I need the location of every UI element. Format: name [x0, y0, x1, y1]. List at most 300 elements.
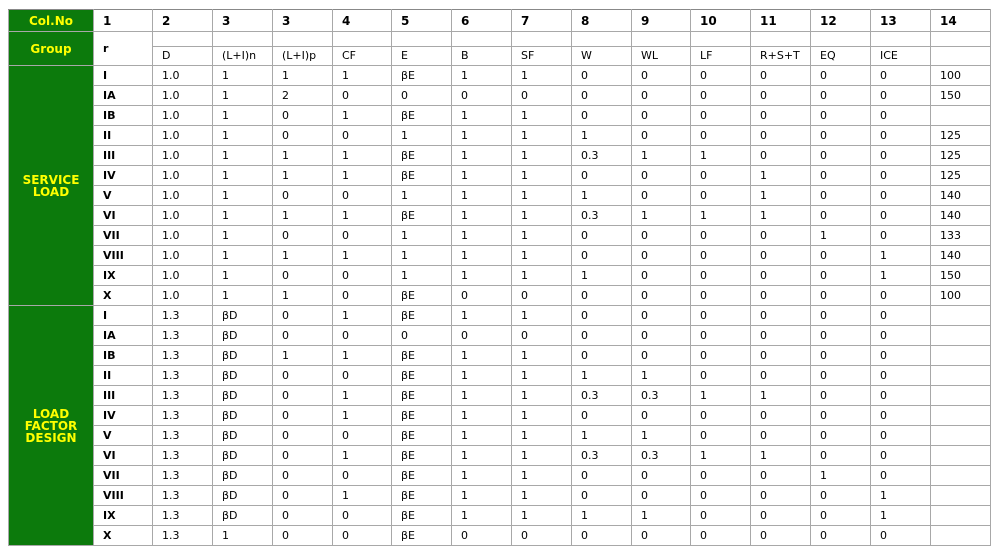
- coefficient-cell: 1.0: [153, 66, 213, 86]
- coefficient-cell: 0: [632, 126, 691, 146]
- coefficient-cell: 1: [512, 426, 572, 446]
- coefficient-cell: 0: [751, 346, 811, 366]
- col-number: 11: [751, 10, 811, 32]
- coefficient-cell: 0: [273, 406, 333, 426]
- coefficient-cell: 0: [632, 186, 691, 206]
- coefficient-cell: 0: [333, 466, 392, 486]
- header-spacer: [691, 32, 751, 47]
- group-label-line: LOAD: [32, 406, 70, 421]
- service-load-group-label: [9, 66, 94, 306]
- group-case-cell: VI: [94, 206, 153, 226]
- coefficient-cell: 0: [751, 366, 811, 386]
- coefficient-cell: 0: [632, 486, 691, 506]
- coefficient-cell: 1: [512, 366, 572, 386]
- table-row: [9, 406, 991, 426]
- coefficient-cell: 1.0: [153, 186, 213, 206]
- coefficient-cell: 1: [572, 426, 632, 446]
- coefficient-cell: 0: [871, 226, 931, 246]
- coefficient-cell: 125: [931, 146, 991, 166]
- coefficient-cell: 0: [512, 526, 572, 546]
- group-case-cell: VI: [94, 446, 153, 466]
- coefficient-cell: 0: [632, 86, 691, 106]
- coefficient-cell: βD: [213, 366, 273, 386]
- coefficient-cell: 0: [691, 226, 751, 246]
- header-spacer: [871, 32, 931, 47]
- coefficient-cell: 0: [811, 386, 871, 406]
- load-type-header: (L+I)n: [213, 47, 273, 66]
- group-case-cell: X: [94, 526, 153, 546]
- coefficient-cell: 140: [931, 246, 991, 266]
- coefficient-cell: 0: [871, 466, 931, 486]
- group-case-cell: IB: [94, 106, 153, 126]
- coefficient-cell: 1: [213, 166, 273, 186]
- group-case-cell: II: [94, 366, 153, 386]
- coefficient-cell: 0: [572, 226, 632, 246]
- colno-header: Col.No: [9, 10, 94, 32]
- coefficient-cell: 0: [691, 486, 751, 506]
- coefficient-cell: 1: [691, 146, 751, 166]
- coefficient-cell: 1: [452, 186, 512, 206]
- coefficient-cell: 0: [811, 306, 871, 326]
- coefficient-cell: 1.3: [153, 526, 213, 546]
- coefficient-cell: 1: [512, 446, 572, 466]
- coefficient-cell: βE: [392, 466, 452, 486]
- coefficient-cell: 0: [691, 126, 751, 146]
- coefficient-cell: 0: [751, 286, 811, 306]
- coefficient-cell: 1: [273, 286, 333, 306]
- table-row: [9, 326, 991, 346]
- group-header-row: [9, 32, 991, 47]
- load-type-header: (L+I)p: [273, 47, 333, 66]
- coefficient-cell: 0.3: [572, 206, 632, 226]
- coefficient-cell: 1: [512, 246, 572, 266]
- coefficient-cell: 1: [452, 306, 512, 326]
- coefficient-cell: 1: [452, 146, 512, 166]
- coefficient-cell: 0: [572, 486, 632, 506]
- coefficient-cell: 0: [811, 266, 871, 286]
- coefficient-cell: 1: [512, 386, 572, 406]
- coefficient-cell: 0: [811, 146, 871, 166]
- coefficient-cell: 1: [392, 126, 452, 146]
- load-factor-design-group-label: [9, 306, 94, 546]
- coefficient-cell: 1: [572, 126, 632, 146]
- col-number: 7: [512, 10, 572, 32]
- coefficient-cell: 0: [632, 66, 691, 86]
- coefficient-cell: 1: [512, 266, 572, 286]
- coefficient-cell: 0: [452, 326, 512, 346]
- coefficient-cell: 0.3: [572, 446, 632, 466]
- coefficient-cell: [931, 366, 991, 386]
- coefficient-cell: 0: [333, 526, 392, 546]
- coefficient-cell: 0: [572, 106, 632, 126]
- coefficient-cell: 1: [691, 446, 751, 466]
- coefficient-cell: 1: [691, 386, 751, 406]
- coefficient-cell: 0: [811, 126, 871, 146]
- col-number: 3: [213, 10, 273, 32]
- group-case-cell: X: [94, 286, 153, 306]
- coefficient-cell: βD: [213, 326, 273, 346]
- coefficient-cell: 1.0: [153, 166, 213, 186]
- coefficient-cell: 140: [931, 206, 991, 226]
- coefficient-cell: 0: [871, 346, 931, 366]
- group-case-cell: II: [94, 126, 153, 146]
- coefficient-cell: 140: [931, 186, 991, 206]
- coefficient-cell: 1: [691, 206, 751, 226]
- col-number: 14: [931, 10, 991, 32]
- coefficient-cell: 1.0: [153, 266, 213, 286]
- coefficient-cell: 1.0: [153, 206, 213, 226]
- coefficient-cell: βE: [392, 406, 452, 426]
- coefficient-cell: 0: [691, 266, 751, 286]
- coefficient-cell: [931, 426, 991, 446]
- coefficient-cell: 0: [632, 106, 691, 126]
- coefficient-cell: 1: [333, 486, 392, 506]
- coefficient-cell: 0: [691, 346, 751, 366]
- coefficient-cell: 0: [751, 106, 811, 126]
- coefficient-cell: 0: [871, 126, 931, 146]
- coefficient-cell: 1: [213, 106, 273, 126]
- coefficient-cell: 1: [751, 166, 811, 186]
- coefficient-cell: 1: [333, 246, 392, 266]
- group-case-cell: VIII: [94, 486, 153, 506]
- coefficient-cell: 1: [512, 506, 572, 526]
- coefficient-cell: 0: [691, 306, 751, 326]
- coefficient-cell: 0: [871, 166, 931, 186]
- group-case-cell: VIII: [94, 246, 153, 266]
- coefficient-cell: 0: [452, 526, 512, 546]
- coefficient-cell: 0.3: [632, 386, 691, 406]
- coefficient-cell: 0: [811, 86, 871, 106]
- coefficient-cell: 1: [213, 266, 273, 286]
- table-row: [9, 306, 991, 326]
- coefficient-cell: 1: [273, 206, 333, 226]
- coefficient-cell: [931, 306, 991, 326]
- load-type-header: D: [153, 47, 213, 66]
- r-header: r: [94, 32, 153, 66]
- header-spacer: [273, 32, 333, 47]
- coefficient-cell: 0: [273, 446, 333, 466]
- coefficient-cell: 0: [273, 506, 333, 526]
- coefficient-cell: 1: [512, 206, 572, 226]
- coefficient-cell: βE: [392, 366, 452, 386]
- table-row: [9, 386, 991, 406]
- coefficient-cell: 0: [333, 86, 392, 106]
- coefficient-cell: 0: [751, 426, 811, 446]
- coefficient-cell: [931, 346, 991, 366]
- header-spacer: [632, 32, 691, 47]
- group-case-cell: IA: [94, 326, 153, 346]
- coefficient-cell: βE: [392, 66, 452, 86]
- table-row: [9, 66, 991, 86]
- coefficient-cell: 1: [333, 406, 392, 426]
- coefficient-cell: 0: [572, 246, 632, 266]
- coefficient-cell: 0: [273, 306, 333, 326]
- coefficient-cell: 0: [632, 466, 691, 486]
- coefficient-cell: 0: [811, 326, 871, 346]
- load-combination-table: [8, 9, 991, 546]
- coefficient-cell: 0: [811, 366, 871, 386]
- coefficient-cell: 150: [931, 266, 991, 286]
- coefficient-cell: 1.3: [153, 386, 213, 406]
- group-case-cell: III: [94, 386, 153, 406]
- coefficient-cell: 1: [871, 246, 931, 266]
- coefficient-cell: 0: [811, 506, 871, 526]
- group-label-line: FACTOR: [24, 418, 78, 433]
- coefficient-cell: 0: [691, 506, 751, 526]
- coefficient-cell: 1: [452, 426, 512, 446]
- coefficient-cell: 0: [811, 486, 871, 506]
- coefficient-cell: βE: [392, 146, 452, 166]
- coefficient-cell: 1: [572, 186, 632, 206]
- coefficient-cell: 1: [871, 506, 931, 526]
- coefficient-cell: 0: [572, 66, 632, 86]
- coefficient-cell: 1: [632, 146, 691, 166]
- coefficient-cell: 0: [751, 126, 811, 146]
- coefficient-cell: 1: [751, 446, 811, 466]
- coefficient-cell: 125: [931, 166, 991, 186]
- table-container: [8, 9, 991, 546]
- coefficient-cell: 1: [273, 166, 333, 186]
- coefficient-cell: βE: [392, 106, 452, 126]
- coefficient-cell: 0: [333, 366, 392, 386]
- coefficient-cell: 1.0: [153, 146, 213, 166]
- load-type-header: EQ: [811, 47, 871, 66]
- coefficient-cell: 0: [691, 166, 751, 186]
- coefficient-cell: 1: [512, 346, 572, 366]
- coefficient-cell: 0: [273, 106, 333, 126]
- coefficient-cell: 1.3: [153, 466, 213, 486]
- coefficient-cell: 100: [931, 66, 991, 86]
- coefficient-cell: 0: [333, 286, 392, 306]
- table-row: [9, 86, 991, 106]
- coefficient-cell: 1: [333, 66, 392, 86]
- coefficient-cell: 0: [333, 226, 392, 246]
- coefficient-cell: 0: [632, 286, 691, 306]
- coefficient-cell: 1: [213, 526, 273, 546]
- coefficient-cell: 1: [213, 206, 273, 226]
- col-number: 3: [273, 10, 333, 32]
- coefficient-cell: 1: [452, 446, 512, 466]
- coefficient-cell: 1: [512, 226, 572, 246]
- coefficient-cell: 1: [213, 146, 273, 166]
- col-number: 5: [392, 10, 452, 32]
- coefficient-cell: 1: [452, 66, 512, 86]
- coefficient-cell: 1: [333, 306, 392, 326]
- table-row: [9, 486, 991, 506]
- coefficient-cell: 0: [333, 506, 392, 526]
- coefficient-cell: 0: [691, 246, 751, 266]
- coefficient-cell: 0: [691, 86, 751, 106]
- coefficient-cell: 0: [871, 406, 931, 426]
- coefficient-cell: 1.0: [153, 126, 213, 146]
- load-type-header-row: [9, 47, 991, 66]
- coefficient-cell: 1: [632, 366, 691, 386]
- coefficient-cell: 1.0: [153, 106, 213, 126]
- coefficient-cell: [931, 506, 991, 526]
- group-case-cell: VII: [94, 466, 153, 486]
- group-case-cell: IX: [94, 266, 153, 286]
- coefficient-cell: 1.0: [153, 86, 213, 106]
- coefficient-cell: βE: [392, 206, 452, 226]
- coefficient-cell: 0: [871, 446, 931, 466]
- coefficient-cell: 0: [572, 286, 632, 306]
- coefficient-cell: 1: [452, 166, 512, 186]
- coefficient-cell: 0: [751, 506, 811, 526]
- table-row: [9, 186, 991, 206]
- coefficient-cell: 0: [572, 526, 632, 546]
- coefficient-cell: 0: [273, 226, 333, 246]
- coefficient-cell: 1: [333, 446, 392, 466]
- header-spacer: [213, 32, 273, 47]
- coefficient-cell: 0: [572, 86, 632, 106]
- coefficient-cell: 0: [691, 426, 751, 446]
- group-case-cell: VII: [94, 226, 153, 246]
- coefficient-cell: 1: [333, 346, 392, 366]
- coefficient-cell: 1: [452, 506, 512, 526]
- coefficient-cell: 1.3: [153, 446, 213, 466]
- coefficient-cell: βD: [213, 506, 273, 526]
- table-row: [9, 506, 991, 526]
- group-case-cell: IV: [94, 406, 153, 426]
- header-spacer: [512, 32, 572, 47]
- coefficient-cell: 1: [213, 86, 273, 106]
- group-case-cell: V: [94, 426, 153, 446]
- coefficient-cell: 0: [811, 526, 871, 546]
- coefficient-cell: 0: [512, 286, 572, 306]
- coefficient-cell: 1: [512, 66, 572, 86]
- coefficient-cell: 1: [333, 206, 392, 226]
- coefficient-cell: 0: [751, 66, 811, 86]
- coefficient-cell: 1: [213, 126, 273, 146]
- table-row: [9, 446, 991, 466]
- coefficient-cell: 1: [632, 506, 691, 526]
- load-type-header: SF: [512, 47, 572, 66]
- coefficient-cell: 0: [691, 66, 751, 86]
- coefficient-cell: 0: [273, 266, 333, 286]
- coefficient-cell: 0: [572, 306, 632, 326]
- table-row: [9, 526, 991, 546]
- coefficient-cell: [931, 486, 991, 506]
- coefficient-cell: βD: [213, 346, 273, 366]
- coefficient-cell: βD: [213, 446, 273, 466]
- col-number: 10: [691, 10, 751, 32]
- load-type-header: R+S+T: [751, 47, 811, 66]
- coefficient-cell: 0: [871, 306, 931, 326]
- coefficient-cell: βE: [392, 486, 452, 506]
- coefficient-cell: βD: [213, 486, 273, 506]
- header-spacer: [392, 32, 452, 47]
- coefficient-cell: βD: [213, 406, 273, 426]
- coefficient-cell: 0: [512, 326, 572, 346]
- coefficient-cell: 1: [452, 486, 512, 506]
- coefficient-cell: 1: [452, 206, 512, 226]
- load-type-header: WL: [632, 47, 691, 66]
- col-number: 8: [572, 10, 632, 32]
- table-body: [9, 10, 991, 546]
- coefficient-cell: 1: [213, 186, 273, 206]
- coefficient-cell: 1.3: [153, 366, 213, 386]
- coefficient-cell: 0: [273, 486, 333, 506]
- coefficient-cell: 1: [392, 246, 452, 266]
- coefficient-cell: βD: [213, 386, 273, 406]
- coefficient-cell: 0: [273, 386, 333, 406]
- coefficient-cell: 0: [751, 146, 811, 166]
- coefficient-cell: 2: [273, 86, 333, 106]
- coefficient-cell: 1.3: [153, 306, 213, 326]
- table-row: [9, 346, 991, 366]
- coefficient-cell: 0: [751, 246, 811, 266]
- coefficient-cell: 0: [392, 86, 452, 106]
- coefficient-cell: 1.3: [153, 426, 213, 446]
- group-header: Group: [9, 32, 94, 66]
- coefficient-cell: 0: [811, 206, 871, 226]
- coefficient-cell: 0: [572, 326, 632, 346]
- coefficient-cell: 0: [751, 326, 811, 346]
- coefficient-cell: 0.3: [572, 146, 632, 166]
- coefficient-cell: 1: [751, 386, 811, 406]
- coefficient-cell: 1.3: [153, 326, 213, 346]
- load-type-header: E: [392, 47, 452, 66]
- header-spacer: [153, 32, 213, 47]
- header-spacer: [572, 32, 632, 47]
- coefficient-cell: 0: [871, 326, 931, 346]
- group-case-cell: I: [94, 66, 153, 86]
- coefficient-cell: 1: [333, 386, 392, 406]
- coefficient-cell: 0: [871, 86, 931, 106]
- coefficient-cell: βD: [213, 306, 273, 326]
- coefficient-cell: 0: [691, 286, 751, 306]
- coefficient-cell: [931, 466, 991, 486]
- coefficient-cell: 0: [811, 66, 871, 86]
- coefficient-cell: 1: [452, 386, 512, 406]
- coefficient-cell: 1: [572, 506, 632, 526]
- group-label-line: LOAD: [32, 184, 70, 199]
- coefficient-cell: βE: [392, 426, 452, 446]
- coefficient-cell: 1: [512, 306, 572, 326]
- col-number: 2: [153, 10, 213, 32]
- coefficient-cell: 1.3: [153, 486, 213, 506]
- coefficient-cell: βE: [392, 166, 452, 186]
- group-case-cell: IB: [94, 346, 153, 366]
- coefficient-cell: 0: [691, 526, 751, 546]
- group-case-cell: IV: [94, 166, 153, 186]
- coefficient-cell: 0: [392, 326, 452, 346]
- coefficient-cell: 1: [452, 226, 512, 246]
- coefficient-cell: 0: [632, 306, 691, 326]
- coefficient-cell: 1: [452, 246, 512, 266]
- coefficient-cell: 1: [333, 106, 392, 126]
- coefficient-cell: 0: [273, 426, 333, 446]
- coefficient-cell: 1: [452, 266, 512, 286]
- coefficient-cell: 0: [691, 366, 751, 386]
- coefficient-cell: 1: [273, 246, 333, 266]
- coefficient-cell: 1: [392, 226, 452, 246]
- coefficient-cell: 0: [751, 486, 811, 506]
- coefficient-cell: 1: [512, 166, 572, 186]
- coefficient-cell: [931, 406, 991, 426]
- group-case-cell: IX: [94, 506, 153, 526]
- coefficient-cell: 0: [691, 466, 751, 486]
- coefficient-cell: βD: [213, 426, 273, 446]
- coefficient-cell: 1.0: [153, 226, 213, 246]
- coefficient-cell: 0: [811, 246, 871, 266]
- coefficient-cell: [931, 386, 991, 406]
- coefficient-cell: [931, 526, 991, 546]
- coefficient-cell: 1.0: [153, 286, 213, 306]
- col-number: 13: [871, 10, 931, 32]
- coefficient-cell: 0: [632, 266, 691, 286]
- coefficient-cell: βE: [392, 286, 452, 306]
